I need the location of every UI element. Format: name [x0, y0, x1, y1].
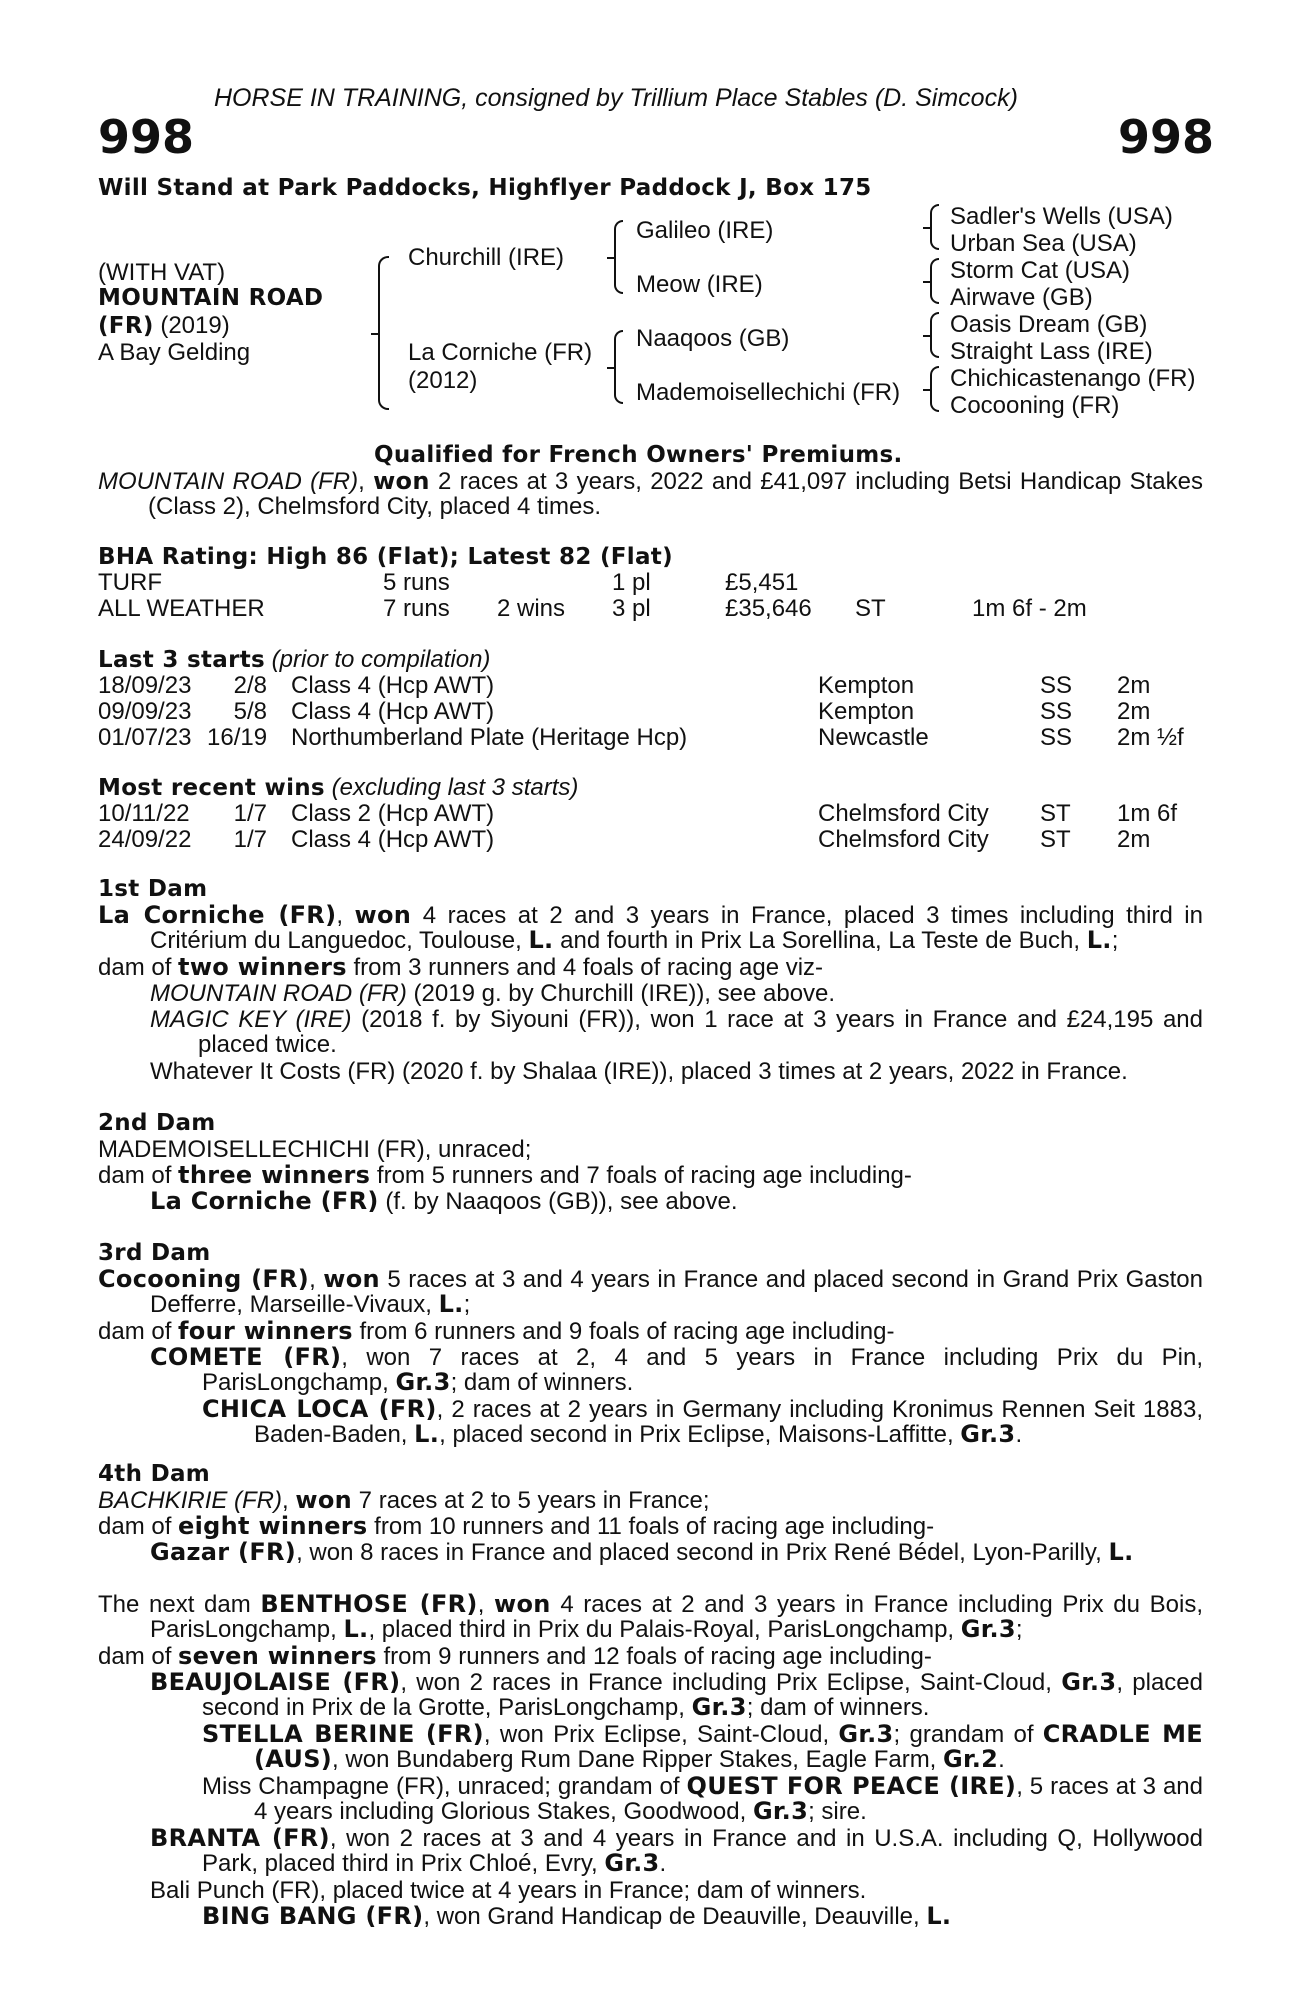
pedigree-ggs5: Oasis Dream (GB): [950, 311, 1148, 338]
rating-wins: 2 wins: [497, 595, 566, 622]
win-distance: 2m: [1117, 826, 1151, 853]
pedigree-sire: Churchill (IRE): [408, 244, 565, 271]
dam2-damof: dam of: [98, 1162, 179, 1189]
progeny-text: , won 2 races in France including Prix Eclipse, Saint-Cloud,: [400, 1669, 1062, 1696]
dam1-progeny-3: Whatever It Costs (FR) (2020 f. by Shalaa (IRE)), placed 3 times at 2 years, 2022 in France.: [150, 1058, 1128, 1085]
progeny-text: , won 2 races at 3 and 4 years in France and in U.S.A. including Q, Hollywood Park, placed third in Prix Chloé, Evry,: [202, 1825, 1204, 1877]
dam4-name: BACHKIRIE (FR): [98, 1487, 283, 1514]
start-distance: 2m: [1117, 672, 1151, 699]
nextdam-progeny-c: [202, 1774, 1203, 1824]
start-distance: 2m ½f: [1117, 724, 1184, 751]
progeny-text: , won Bundaberg Rum Dane Ripper Stakes, Eagle Farm,: [332, 1746, 944, 1773]
progeny-text: .: [659, 1850, 667, 1877]
progeny-text: ; dam of winners.: [450, 1369, 634, 1396]
dam3-damof: dam of: [98, 1318, 179, 1345]
start-going: SS: [1040, 672, 1073, 699]
progeny-grade: Gr.3: [838, 1720, 894, 1748]
win-going: ST: [1040, 826, 1071, 853]
horse-year: (2019): [153, 312, 230, 339]
progeny-name: COMETE (FR): [150, 1343, 342, 1371]
pedigree-gs1: Galileo (IRE): [636, 217, 774, 244]
pedigree-gs4: Mademoisellechichi (FR): [636, 379, 901, 406]
progeny-text: ; sire.: [808, 1798, 867, 1825]
pedigree-ggs1: Sadler's Wells (USA): [950, 203, 1173, 230]
recent-heading: [98, 775, 578, 801]
lot-number-right: 998: [1118, 110, 1215, 164]
dam4-won: won: [295, 1486, 353, 1514]
pedigree-brace-1: [930, 204, 939, 250]
progeny-name: BRANTA (FR): [150, 1824, 330, 1852]
progeny-text: , 2 races at 2 years in Germany including Kronimus Rennen Seit 1883, Baden-Baden,: [254, 1396, 1203, 1448]
progeny-text: .: [1015, 1421, 1023, 1448]
dam2-produce-line: [98, 1163, 912, 1188]
summary-won: won: [373, 467, 430, 495]
dam3-heading: 3rd Dam: [98, 1240, 211, 1266]
pedigree-dam: La Corniche (FR): [408, 339, 593, 366]
start-going: SS: [1040, 724, 1073, 751]
dam4-damof: dam of: [98, 1513, 179, 1540]
rating-placed: 1 pl: [612, 569, 651, 596]
dam1-name: La Corniche (FR): [98, 901, 337, 929]
progeny-name: MOUNTAIN ROAD (FR): [150, 980, 407, 1007]
dam3-name: Cocooning (FR): [98, 1265, 310, 1293]
dam3-record: Cocooning (FR), won 5 races at 3 and 4 years in France and placed second in Grand Prix Gaston Defferre, Marseille-Vivaux, L.;: [98, 1265, 1203, 1318]
progeny-grade: Gr.3: [960, 1420, 1016, 1448]
dam4-progeny-1: [150, 1540, 1134, 1565]
progeny-text: , placed second in Prix Eclipse, Maisons-Laffitte,: [439, 1421, 961, 1448]
start-date: 01/07/23: [98, 724, 192, 751]
pedigree-ggs2: Urban Sea (USA): [950, 230, 1137, 257]
rating-runs: 7 runs: [383, 595, 450, 622]
nextdam-progeny-b: [202, 1722, 1203, 1772]
dam1-winners: two winners: [178, 953, 347, 981]
dam1-text: 4 races at 2 and 3 years in France, placed 3 times including third in Critérium du Languedoc, Toulouse,: [150, 902, 1203, 954]
dam1-progeny-2: [150, 1007, 1203, 1057]
nextdam-won: won: [494, 1590, 551, 1618]
dam1-listed: L.: [1086, 926, 1112, 954]
recent-note: (excluding last 3 starts): [324, 774, 579, 801]
start-course: Newcastle: [818, 724, 929, 751]
progeny-name: CRADLE ME (AUS): [254, 1720, 1203, 1773]
nextdam-grade: Gr.3: [960, 1615, 1016, 1643]
horse-country: (FR): [98, 313, 154, 339]
dam2-record: MADEMOISELLECHICHI (FR), unraced;: [98, 1136, 532, 1163]
start-race: Class 4 (Hcp AWT): [291, 672, 495, 699]
win-position: 1/7: [233, 800, 267, 827]
nextdam-text: 4 races at 2 and 3 years in France including Prix du Bois, ParisLongchamp,: [150, 1591, 1203, 1643]
vat-label: (WITH VAT): [98, 259, 226, 286]
rating-distance: 1m 6f - 2m: [972, 595, 1087, 622]
pedigree-ggs8: Cocooning (FR): [950, 392, 1120, 419]
progeny-text: Miss Champagne (FR), unraced; grandam of: [202, 1773, 687, 1800]
dam3-produce-line: [98, 1319, 894, 1344]
win-going: ST: [1040, 800, 1071, 827]
progeny-text: , won Prix Eclipse, Saint-Cloud,: [483, 1721, 839, 1748]
dam4-record: [98, 1488, 710, 1513]
progeny-name: La Corniche (FR): [150, 1187, 379, 1215]
nextdam-progeny-f: [202, 1904, 951, 1929]
pedigree-brace-4: [930, 366, 939, 412]
nextdam-record: The next dam BENTHOSE (FR), won 4 races at 2 and 3 years in France including Prix du Bois, ParisLongchamp, L., placed third in Prix du Palais-Royal, ParisLongchamp, Gr.3;: [98, 1590, 1203, 1643]
dam4-heading: 4th Dam: [98, 1461, 211, 1487]
win-date: 24/09/22: [98, 826, 192, 853]
start-position: 2/8: [233, 672, 267, 699]
progeny-listed: L.: [414, 1420, 440, 1448]
lot-number-left: 998: [98, 110, 195, 164]
dam3-progeny-2: [202, 1397, 1203, 1447]
pedigree-gs2: Meow (IRE): [636, 271, 763, 298]
nextdam-text: ;: [1015, 1616, 1023, 1643]
dam1-damof-rest: from 3 runners and 4 foals of racing age viz-: [346, 954, 824, 981]
pedigree-brace-dam: [614, 330, 623, 404]
win-course: Chelmsford City: [818, 826, 989, 853]
dam3-won: won: [323, 1265, 380, 1293]
progeny-text: .: [998, 1746, 1005, 1773]
summary-horse-name: MOUNTAIN ROAD (FR): [98, 468, 359, 495]
dam1-heading: 1st Dam: [98, 876, 208, 902]
horse-name: MOUNTAIN ROAD: [98, 285, 324, 311]
nextdam-winners: seven winners: [178, 1642, 377, 1670]
pedigree-brace-2: [930, 258, 939, 304]
progeny-text: , won 8 races in France and placed second in Prix René Bédel, Lyon-Parilly,: [296, 1539, 1109, 1566]
progeny-listed: L.: [926, 1902, 952, 1930]
pedigree-brace-sire: [614, 220, 623, 294]
race-summary: MOUNTAIN ROAD (FR), won 2 races at 3 years, 2022 and £41,097 including Betsi Handicap Stakes (Class 2), Chelmsford City, placed 4 times.: [98, 467, 1203, 520]
win-race: Class 4 (Hcp AWT): [291, 826, 495, 853]
dam2-progeny-1: [150, 1189, 737, 1214]
dam2-heading: 2nd Dam: [98, 1110, 216, 1136]
rating-surface: ALL WEATHER: [98, 595, 265, 622]
nextdam-text: , placed third in Prix du Palais-Royal, ParisLongchamp,: [368, 1616, 961, 1643]
dam1-record: La Corniche (FR), won 4 races at 2 and 3 years in France, placed 3 times including third in Critérium du Languedoc, Toulouse, L. and fourth in Prix La Sorellina, La Teste de Buch, L.;: [98, 901, 1203, 954]
progeny-text: ; dam of winners.: [746, 1694, 930, 1721]
rating-placed: 3 pl: [612, 595, 651, 622]
start-race: Northumberland Plate (Heritage Hcp): [291, 724, 688, 751]
dam3-damof-rest: from 6 runners and 9 foals of racing age including-: [352, 1318, 895, 1345]
dam1-progeny-1: [150, 981, 835, 1006]
progeny-text: (2019 g. by Churchill (IRE)), see above.: [406, 980, 836, 1007]
dam2-damof-rest: from 5 runners and 7 foals of racing age including-: [370, 1162, 912, 1189]
win-date: 10/11/22: [98, 800, 190, 827]
dam1-produce-line: [98, 955, 823, 980]
pedigree-ggs7: Chichicastenango (FR): [950, 365, 1196, 392]
consignment-line: HORSE IN TRAINING, consigned by Trillium Place Stables (D. Simcock): [214, 84, 1018, 112]
nextdam-damof: dam of: [98, 1643, 179, 1670]
progeny-grade: Gr.3: [752, 1797, 809, 1825]
progeny-text: , won 7 races at 2, 4 and 5 years in France including Prix du Pin, ParisLongchamp,: [202, 1344, 1203, 1396]
progeny-name: BING BANG (FR): [202, 1902, 424, 1930]
start-course: Kempton: [818, 672, 915, 699]
start-date: 09/09/23: [98, 698, 192, 725]
progeny-text: , won Grand Handicap de Deauville, Deauville,: [423, 1903, 927, 1930]
rating-going: ST: [855, 595, 886, 622]
rating-runs: 5 runs: [383, 569, 450, 596]
progeny-text: , placed second in Prix de la Grotte, ParisLongchamp,: [202, 1669, 1203, 1721]
dam4-text: ,: [282, 1487, 296, 1514]
progeny-text: ; grandam of: [893, 1721, 1043, 1748]
dam3-winners: four winners: [178, 1317, 353, 1345]
progeny-name: QUEST FOR PEACE (IRE): [686, 1772, 1017, 1800]
pedigree-brace-3: [930, 312, 939, 358]
start-going: SS: [1040, 698, 1073, 725]
dam3-text: ;: [463, 1291, 471, 1318]
nextdam-progeny-a: [150, 1670, 1203, 1720]
dam3-progeny-1: [150, 1345, 1203, 1395]
progeny-name: CHICA LOCA (FR): [202, 1395, 437, 1423]
pedigree-gs3: Naaqoos (GB): [636, 325, 790, 352]
progeny-grade: Gr.3: [691, 1693, 747, 1721]
dam3-listed: L.: [438, 1290, 464, 1318]
dam4-winners: eight winners: [178, 1512, 368, 1540]
dam2-winners: three winners: [178, 1161, 371, 1189]
progeny-name: STELLA BERINE (FR): [202, 1720, 484, 1748]
win-position: 1/7: [233, 826, 267, 853]
dam1-won: won: [354, 901, 412, 929]
nextdam-intro: The next dam: [98, 1591, 261, 1618]
win-distance: 1m 6f: [1117, 800, 1178, 827]
progeny-grade: Gr.3: [604, 1849, 660, 1877]
qualified-note: Qualified for French Owners' Premiums.: [374, 442, 903, 468]
start-position: 5/8: [233, 698, 267, 725]
dam1-damof: dam of: [98, 954, 179, 981]
last3-note: (prior to compilation): [265, 646, 491, 673]
stand-location: Will Stand at Park Paddocks, Highflyer Paddock J, Box 175: [98, 175, 872, 201]
progeny-text: (f. by Naaqoos (GB)), see above.: [378, 1188, 738, 1215]
start-distance: 2m: [1117, 698, 1151, 725]
last3-heading: [98, 647, 490, 673]
nextdam-produce-line: [98, 1644, 932, 1669]
win-race: Class 2 (Hcp AWT): [291, 800, 495, 827]
dam3-text: 5 races at 3 and 4 years in France and placed second in Grand Prix Gaston Defferre, Marseille-Vivaux,: [150, 1266, 1203, 1318]
dam4-damof-rest: from 10 runners and 11 foals of racing age including-: [367, 1513, 935, 1540]
rating-prize: £5,451: [725, 569, 799, 596]
recent-title: Most recent wins: [98, 775, 325, 801]
nextdam-listed: L.: [343, 1615, 369, 1643]
progeny-grade: Gr.3: [395, 1368, 451, 1396]
horse-name-suffix-line: [98, 313, 230, 339]
win-course: Chelmsford City: [818, 800, 989, 827]
summary-text: 2 races at 3 years, 2022 and £41,097 including Betsi Handicap Stakes (Class 2), Chelmsford City, placed 4 times.: [148, 468, 1203, 520]
dam1-text: ;: [1111, 927, 1119, 954]
progeny-grade: Gr.3: [1061, 1668, 1117, 1696]
pedigree-ggs4: Airwave (GB): [950, 284, 1093, 311]
nextdam-name: BENTHOSE (FR): [260, 1590, 478, 1618]
last3-title: Last 3 starts: [98, 647, 266, 673]
progeny-name: MAGIC KEY (IRE): [150, 1006, 352, 1033]
dam1-listed: L.: [528, 926, 554, 954]
dam4-produce-line: [98, 1514, 934, 1539]
pedigree-ggs3: Storm Cat (USA): [950, 257, 1131, 284]
progeny-text: , 5 races at 3 and 4 years including Glorious Stakes, Goodwood,: [254, 1773, 1203, 1825]
progeny-name: BEAUJOLAISE (FR): [150, 1668, 401, 1696]
start-race: Class 4 (Hcp AWT): [291, 698, 495, 725]
start-date: 18/09/23: [98, 672, 192, 699]
progeny-name: Gazar (FR): [150, 1538, 297, 1566]
progeny-listed: L.: [1108, 1538, 1134, 1566]
dam1-text: and fourth in Prix La Sorellina, La Teste de Buch,: [553, 927, 1087, 954]
progeny-grade: Gr.2: [943, 1745, 999, 1773]
pedigree-ggs6: Straight Lass (IRE): [950, 338, 1153, 365]
nextdam-progeny-e: Bali Punch (FR), placed twice at 4 years in France; dam of winners.: [150, 1877, 867, 1904]
horse-description: A Bay Gelding: [98, 339, 251, 366]
pedigree-dam-year: (2012): [408, 367, 478, 394]
nextdam-damof-rest: from 9 runners and 12 foals of racing age including-: [376, 1643, 932, 1670]
start-course: Kempton: [818, 698, 915, 725]
dam4-text: 7 races at 2 to 5 years in France;: [352, 1487, 710, 1514]
pedigree-brace-main: [378, 256, 389, 410]
start-position: 16/19: [207, 724, 268, 751]
nextdam-progeny-d: [150, 1826, 1203, 1876]
progeny-text: (2018 f. by Siyouni (FR)), won 1 race at 3 years in France and £24,195 and placed twice.: [198, 1006, 1204, 1058]
rating-title: BHA Rating: High 86 (Flat); Latest 82 (Flat): [98, 544, 673, 570]
rating-surface: TURF: [98, 569, 162, 596]
rating-prize: £35,646: [725, 595, 812, 622]
